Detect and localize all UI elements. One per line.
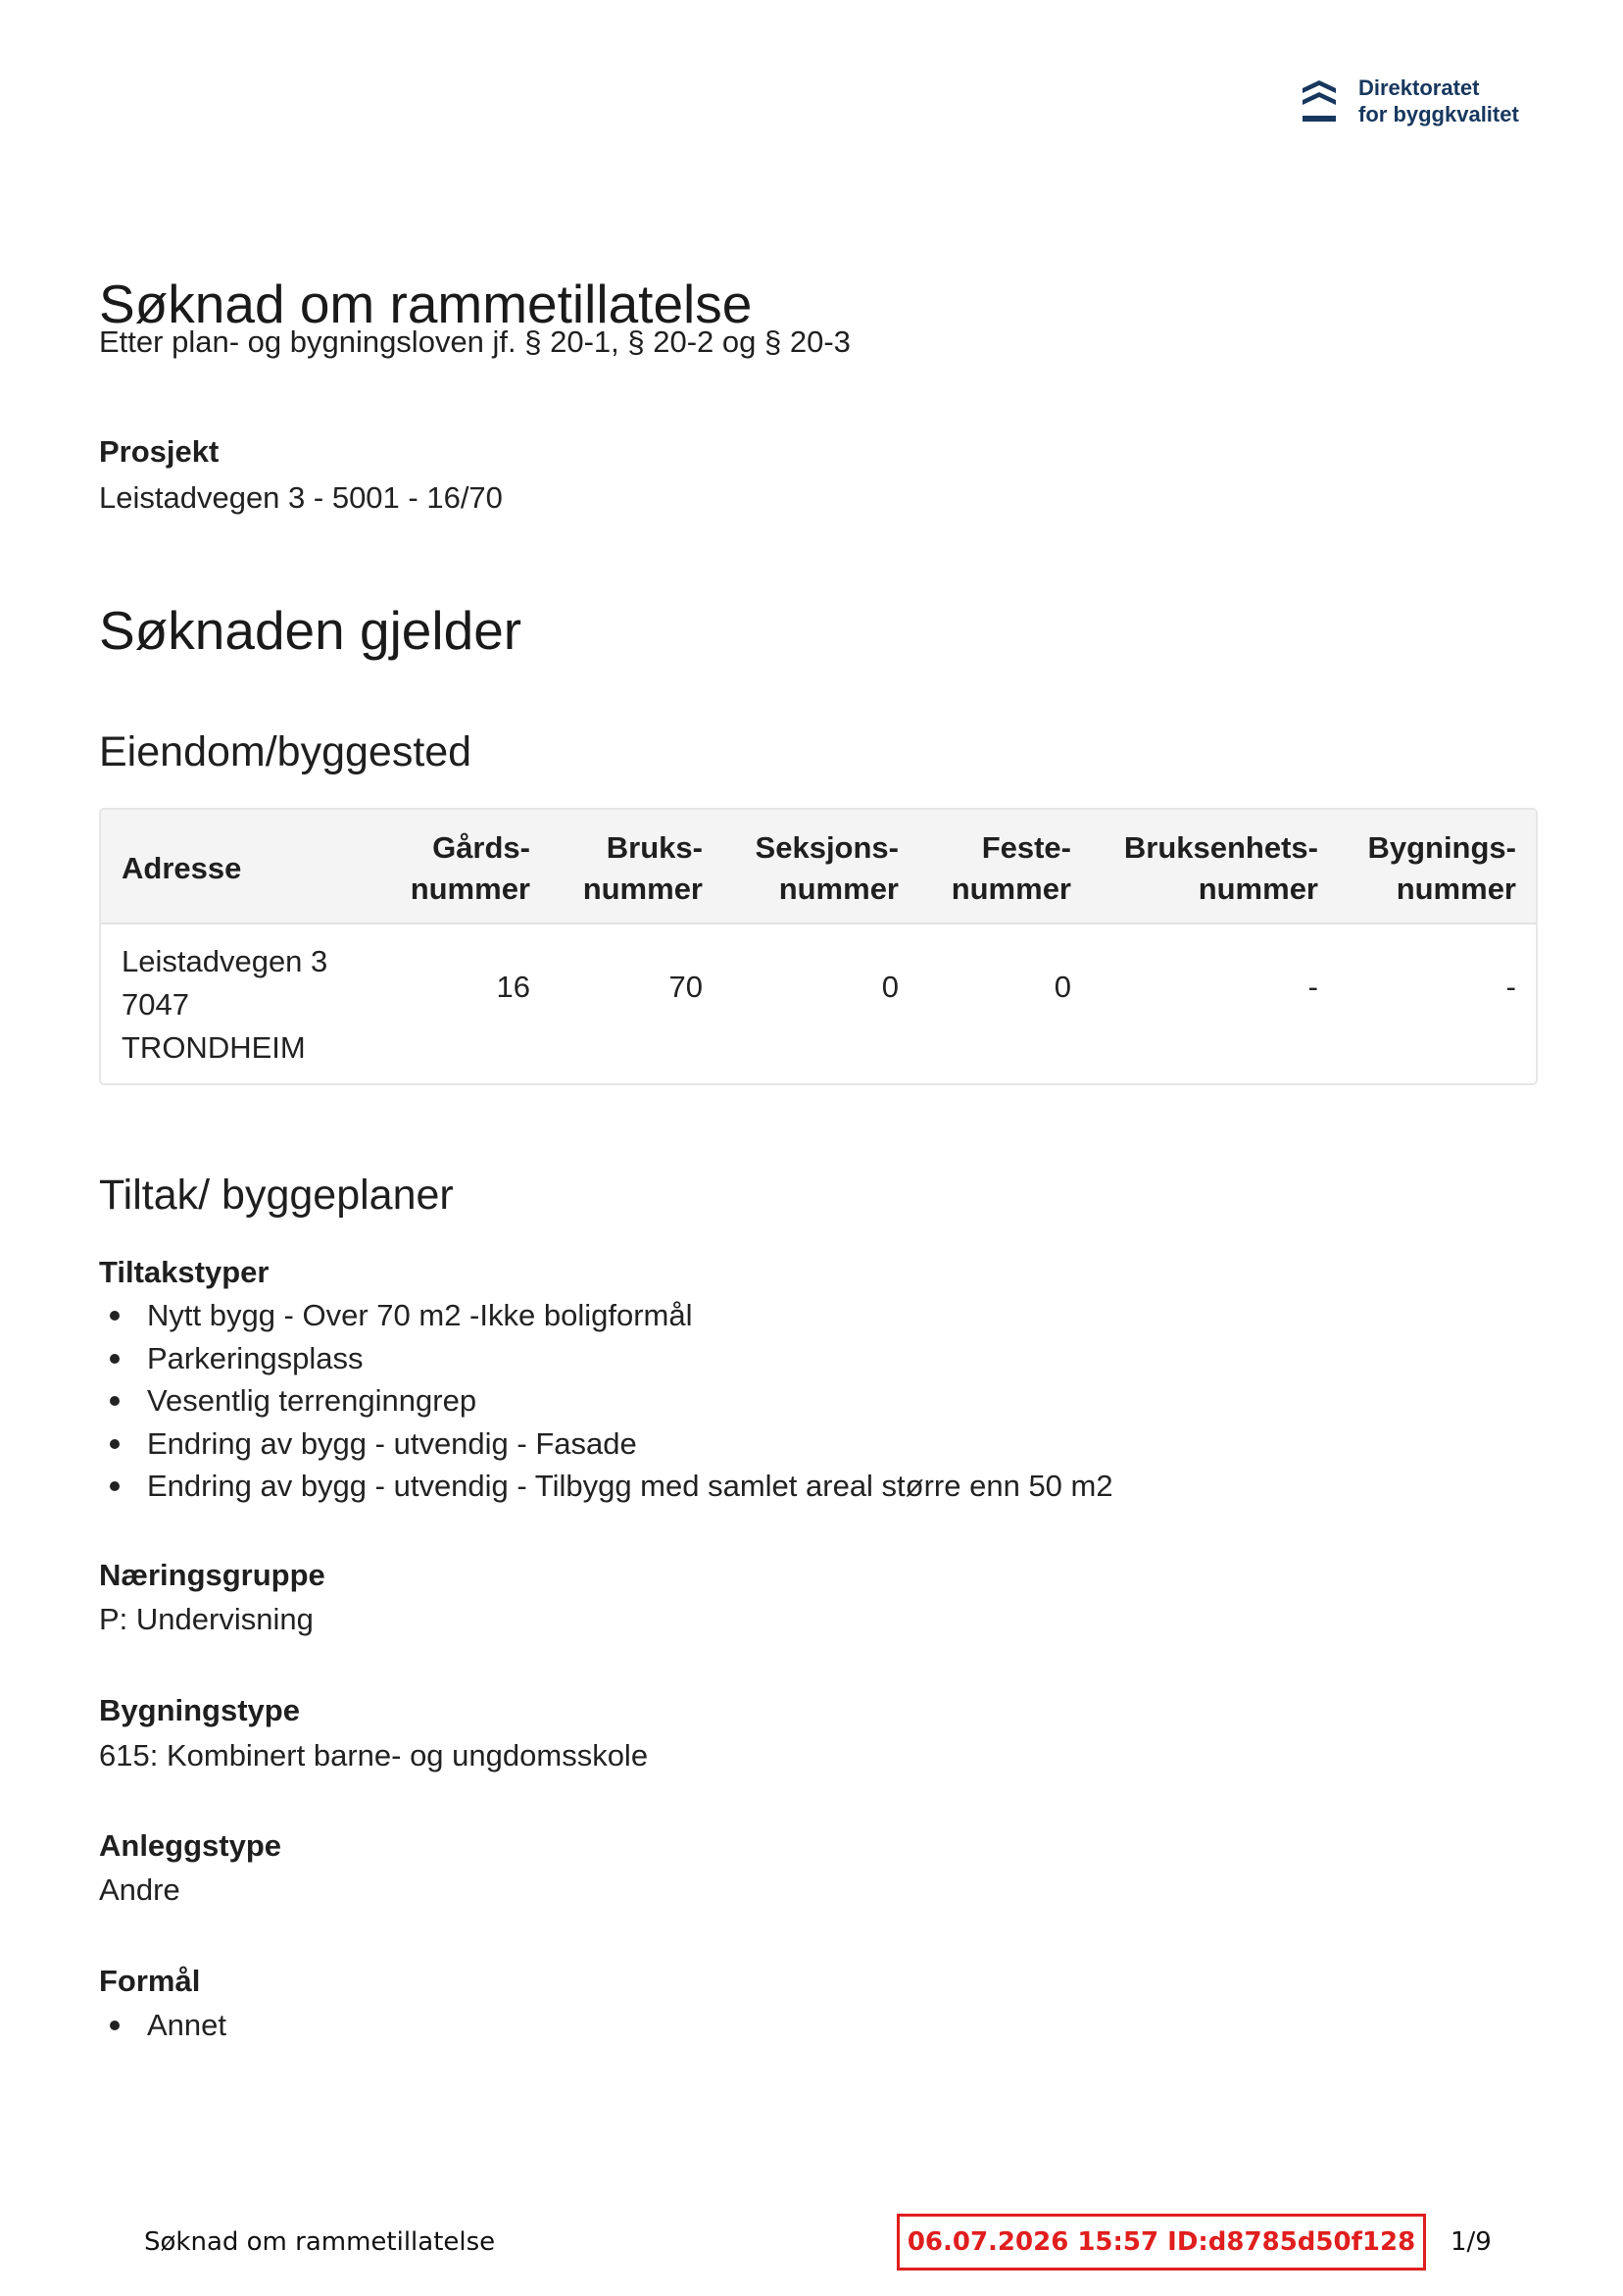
footer-document-name: Søknad om rammetillatelse	[144, 2227, 496, 2257]
bygningstype-value: 615: Kombinert barne- og ungdomsskole	[99, 1738, 649, 1772]
anleggstype-value: Andre	[99, 1872, 180, 1907]
list-item: Endring av bygg - utvendig - Tilbygg med samlet areal større enn 50 m2	[99, 1465, 1113, 1508]
list-item: Nytt bygg - Over 70 m2 -Ikke boligformål	[99, 1294, 1113, 1337]
header-gardsnummer: Gårds- nummer	[410, 830, 530, 906]
project-label: Prosjekt	[99, 434, 220, 469]
tiltak-heading: Tiltak/ byggeplaner	[99, 1172, 454, 1219]
property-table-header	[101, 810, 1536, 924]
list-item: Annet	[99, 2004, 226, 2047]
list-item: Parkeringsplass	[99, 1337, 1113, 1380]
formal-label: Formål	[99, 1964, 201, 1998]
document-title: Søknad om rammetillatelse	[99, 274, 753, 334]
logo-line-1: Direktoratet	[1358, 75, 1480, 100]
list-item: Endring av bygg - utvendig - Fasade	[99, 1423, 1113, 1466]
section-heading: Søknaden gjelder	[99, 600, 522, 661]
property-heading: Eiendom/byggested	[99, 728, 472, 775]
cell-festenummer: 0	[1054, 970, 1071, 1004]
tiltakstyper-list	[99, 1294, 1113, 1508]
formal-list	[99, 2004, 226, 2047]
project-value: Leistadvegen 3 - 5001 - 16/70	[99, 480, 503, 515]
cell-bruksenhetsnummer: -	[1307, 970, 1318, 1004]
anleggstype-label: Anleggstype	[99, 1828, 282, 1863]
page-number: 1/9	[1451, 2227, 1492, 2257]
cell-address: Leistadvegen 3 7047 TRONDHEIM	[122, 944, 328, 1065]
dibk-logo	[1301, 75, 1546, 133]
logo-line-2: for byggkvalitet	[1358, 102, 1519, 126]
naeringsgruppe-value: P: Undervisning	[99, 1602, 314, 1636]
cell-seksjonsnummer: 0	[881, 970, 899, 1004]
dibk-logo-icon	[1301, 78, 1338, 125]
document-subtitle: Etter plan- og bygningsloven jf. § 20-1, § 20-2 og § 20-3	[99, 324, 851, 359]
tiltakstyper-label: Tiltakstyper	[99, 1255, 270, 1289]
header-festenummer: Feste- nummer	[951, 830, 1071, 906]
header-bruksenhetsnummer: Bruksenhets- nummer	[1123, 830, 1318, 906]
naeringsgruppe-label: Næringsgruppe	[99, 1558, 325, 1592]
cell-bygningsnummer: -	[1505, 970, 1516, 1004]
header-address: Adresse	[122, 851, 242, 885]
logo-text	[1358, 75, 1519, 127]
list-item: Vesentlig terrenginngrep	[99, 1379, 1113, 1423]
property-table	[99, 808, 1538, 1085]
cell-gardsnummer: 16	[496, 970, 530, 1004]
cell-bruksnummer: 70	[668, 970, 703, 1004]
header-bygningsnummer: Bygnings- nummer	[1367, 830, 1516, 906]
timestamp-id-stamp: 06.07.2026 15:57 ID:d8785d50f128	[897, 2214, 1426, 2271]
header-seksjonsnummer: Seksjons- nummer	[755, 830, 899, 906]
header-bruksnummer: Bruks- nummer	[582, 830, 703, 906]
bygningstype-label: Bygningstype	[99, 1693, 300, 1727]
